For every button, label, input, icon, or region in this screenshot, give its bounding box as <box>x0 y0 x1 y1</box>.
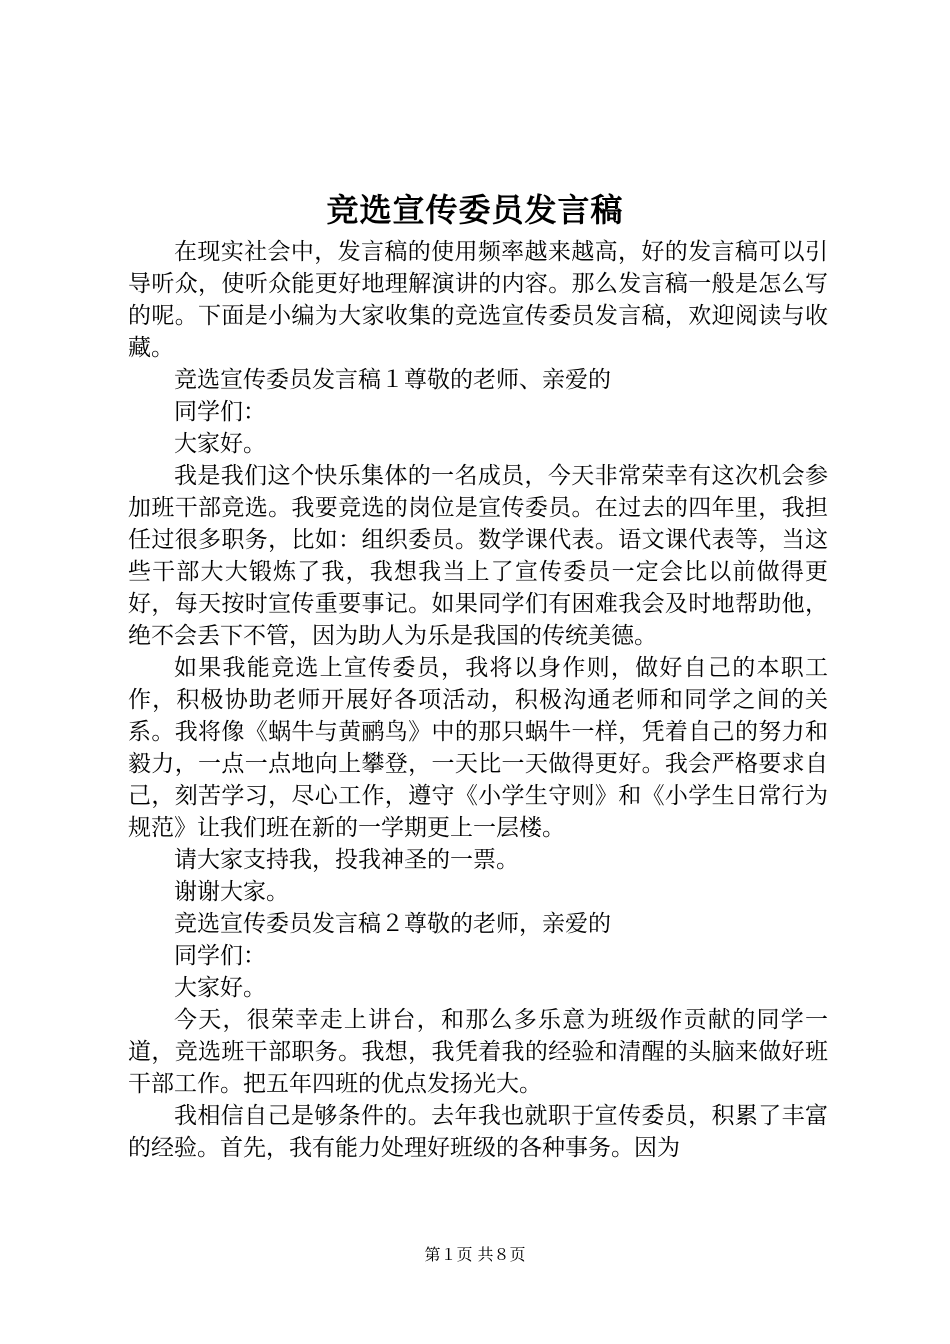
paragraph: 大家好。 <box>174 431 266 457</box>
paragraph: 竞选宣传委员发言稿２尊敬的老师，亲爱的 <box>174 911 611 937</box>
paragraph: 如果我能竞选上宣传委员，我将以身作则，做好自己的本职工作，积极协助老师开展好各项活动，积极沟通老师和同学之间的关系。我将像《蜗牛与黄鹂鸟》中的那只蜗牛一样，凭着自己的努力和毅力，一点一点地向上攀登，一天比一天做得更好。我会严格要求自己，刻苦学习，尽心工作，遵守《小学生守则》和《小学生日常行为规范》让我们班在新的一学期更上一层楼。 <box>128 655 828 841</box>
paragraph: 同学们： <box>174 943 266 969</box>
page-number-footer: 第１页 共８页 <box>424 1245 526 1264</box>
paragraph: 今天，很荣幸走上讲台，和那么多乐意为班级作贡献的同学一道，竞选班干部职务。我想，我凭着我的经验和清醒的头脑来做好班干部工作。把五年四班的优点发扬光大。 <box>128 1007 828 1097</box>
document-body <box>128 236 828 1164</box>
paragraph: 在现实社会中，发言稿的使用频率越来越高，好的发言稿可以引导听众，使听众能更好地理解演讲的内容。那么发言稿一般是怎么写的呢。下面是小编为大家收集的竞选宣传委员发言稿，欢迎阅读与收藏。 <box>128 239 828 361</box>
paragraph: 大家好。 <box>174 975 266 1001</box>
paragraph: 请大家支持我，投我神圣的一票。 <box>174 847 519 873</box>
paragraph: 谢谢大家。 <box>174 879 289 905</box>
document-title: 竞选宣传委员发言稿 <box>326 191 624 229</box>
paragraph: 同学们： <box>174 399 266 425</box>
paragraph: 我相信自己是够条件的。去年我也就职于宣传委员，积累了丰富的经验。首先，我有能力处理好班级的各种事务。因为 <box>128 1103 828 1161</box>
paragraph: 我是我们这个快乐集体的一名成员，今天非常荣幸有这次机会参加班干部竞选。我要竞选的岗位是宣传委员。在过去的四年里，我担任过很多职务，比如：组织委员。数学课代表。语文课代表等，当这些干部大大锻炼了我，我想我当上了宣传委员一定会比以前做得更好，每天按时宣传重要事记。如果同学们有困难我会及时地帮助他，绝不会丢下不管，因为助人为乐是我国的传统美德。 <box>128 463 828 649</box>
paragraph: 竞选宣传委员发言稿１尊敬的老师、亲爱的 <box>174 367 611 393</box>
